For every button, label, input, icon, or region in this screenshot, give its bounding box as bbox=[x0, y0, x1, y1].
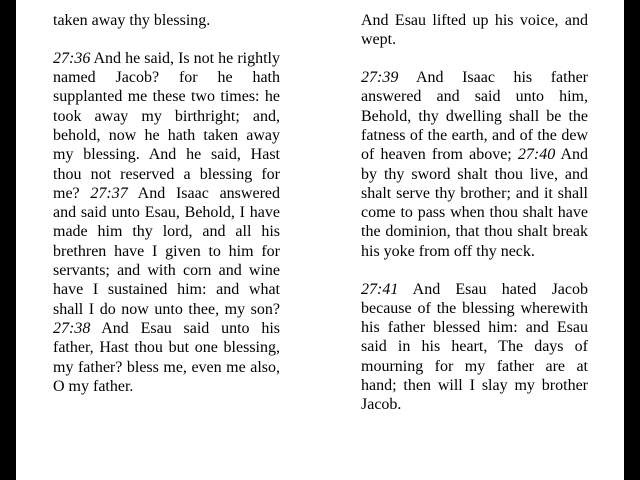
paragraph bbox=[53, 49, 280, 396]
verse-text: And by thy sword shalt thou live, and shalt serve thy brother; and it shall come to pass when thou shalt have the dominion, that thou shalt break his yoke from off thy neck. bbox=[361, 146, 588, 260]
left-column bbox=[53, 11, 280, 415]
verse-reference: 27:38 bbox=[53, 319, 91, 337]
verse-reference: 27:40 bbox=[517, 146, 556, 164]
verse-reference: 27:39 bbox=[361, 69, 399, 87]
right-column bbox=[361, 11, 588, 433]
verse-text: And he said, Is not he rightly named Jacob? for he hath supplanted me these two times: he took away my birthright; and, behold, now he hath taken away my blessing. And he said, Hast thou not reserved a blessing for me? bbox=[53, 49, 280, 202]
verse-reference: 27:36 bbox=[53, 49, 91, 67]
verse-text: And Isaac his father answered and said unto him, Behold, thy dwelling shall be the fatness of the earth, and of the dew of heaven from above; bbox=[361, 69, 588, 164]
verse-reference: 27:41 bbox=[361, 280, 399, 298]
verse-text: taken away thy blessing. bbox=[53, 12, 211, 29]
verse-text: And Esau said unto his father, Hast thou but one blessing, my father? bless me, even me also, O my father. bbox=[53, 319, 280, 395]
verse-text: And Esau hated Jacob because of the blessing wherewith his father blessed him: and Esau said in his heart, The days of mourning for my father are at hand; then will I slay my brother Jacob. bbox=[361, 280, 588, 414]
verse-text: And Isaac answered and said unto Esau, Behold, I have made him thy lord, and all his brethren have I given to him for servants; and with corn and wine have I sustained him: and what shall I do now unto thee, my son? bbox=[53, 184, 280, 318]
paragraph bbox=[361, 11, 588, 50]
paragraph bbox=[361, 68, 588, 261]
document-page bbox=[16, 0, 624, 480]
paragraph bbox=[53, 11, 280, 30]
paragraph bbox=[361, 280, 588, 415]
verse-reference: 27:37 bbox=[90, 184, 128, 202]
verse-text: And Esau lifted up his voice, and wept. bbox=[361, 12, 588, 49]
